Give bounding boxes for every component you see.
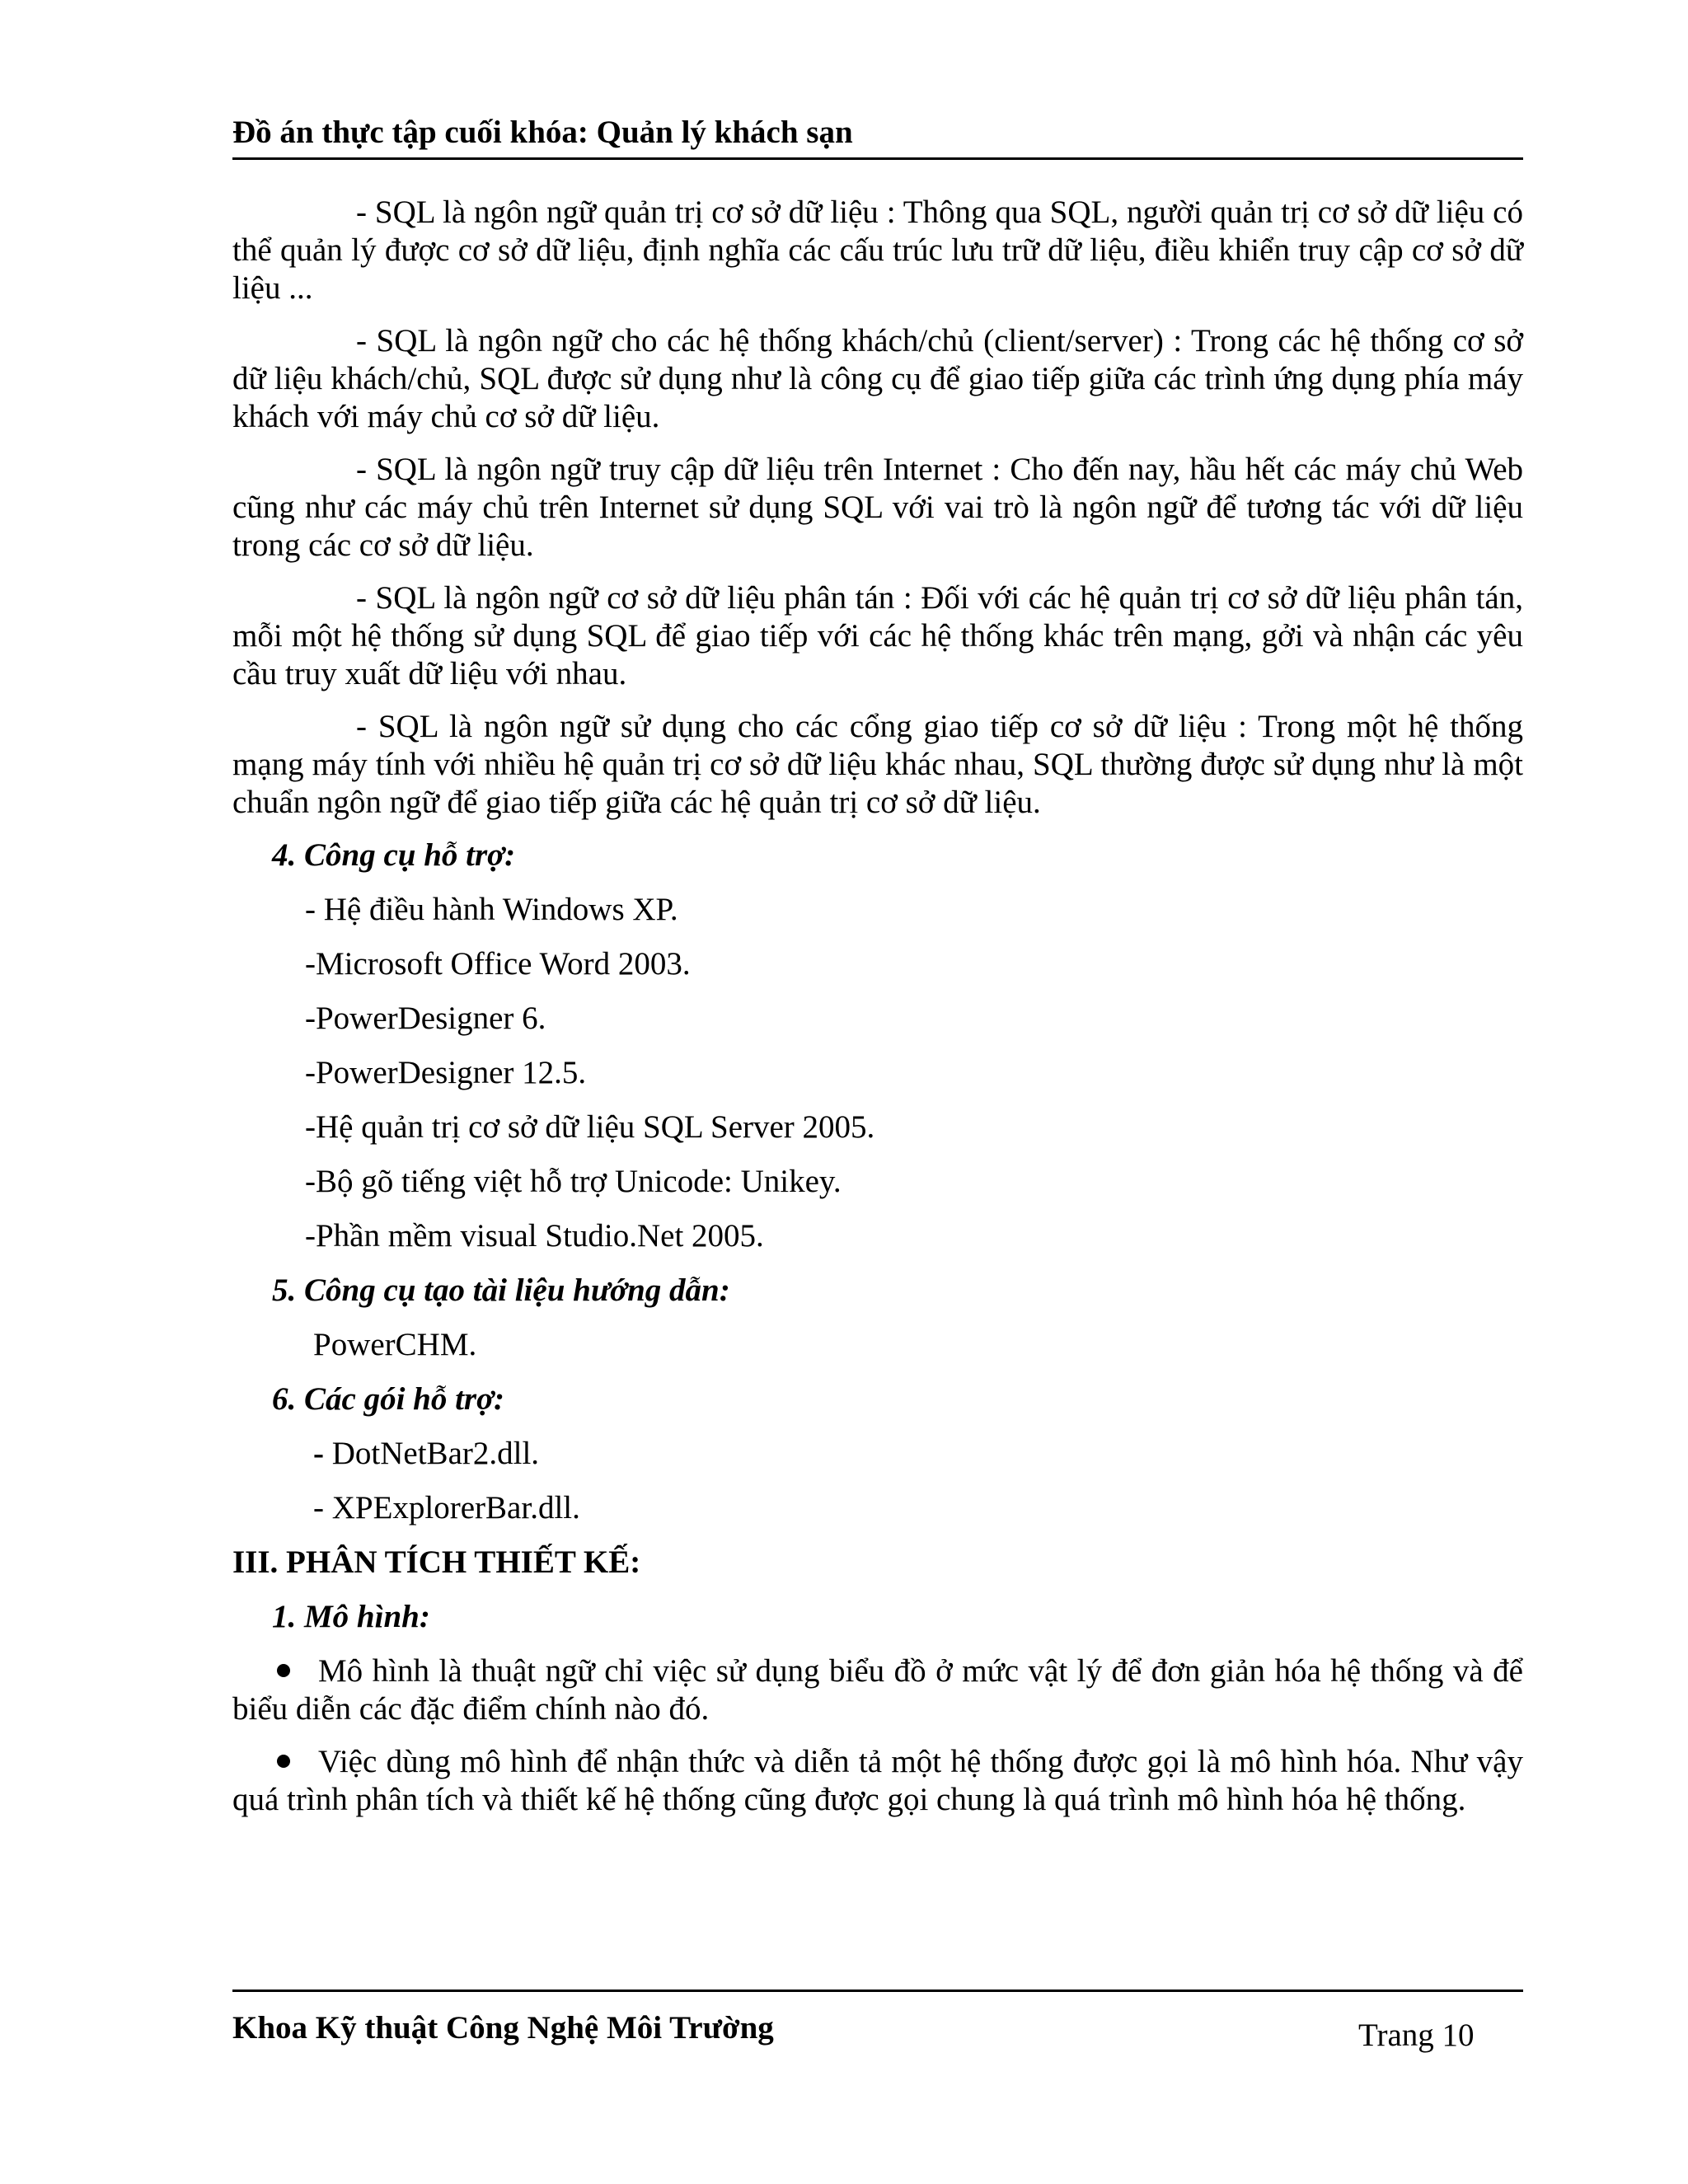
bullet-icon [277,1755,290,1768]
tool-item: -Phần mềm visual Studio.Net 2005. [305,1218,764,1254]
bullet-text: Mô hình là thuật ngữ chỉ việc sử dụng biểu đồ ở mức vật lý để đơn giản hóa hệ thống và để biểu diễn các đặc điểm chính nào đó. [232,1653,1523,1727]
section-5-heading: 5. Công cụ tạo tài liệu hướng dẫn: [272,1272,730,1308]
section-iii-sub1-heading: 1. Mô hình: [272,1599,430,1634]
paragraph-sql-gateway: - SQL là ngôn ngữ sử dụng cho các cổng giao tiếp cơ sở dữ liệu : Trong một hệ thống mạng máy tính với nhiều hệ quản trị cơ sở dữ liệu khác nhau, SQL thường được sử dụng như là một chuẩn ngôn ngữ để giao tiếp giữa các hệ quản trị cơ sở dữ liệu. [232,709,1523,820]
tool-item: -Hệ quản trị cơ sở dữ liệu SQL Server 2005. [305,1109,875,1145]
tool-item: -Bộ gõ tiếng việt hỗ trợ Unicode: Unikey. [305,1164,842,1199]
bullet-paragraph [232,1652,1523,1728]
footer-page-number: Trang 10 [1358,2018,1475,2053]
tool-item: -Microsoft Office Word 2003. [305,946,691,982]
tool-item: - Hệ điều hành Windows XP. [305,892,678,927]
bullet-paragraph [232,1743,1523,1819]
page-header-title: Đồ án thực tập cuối khóa: Quản lý khách sạn [232,115,853,150]
package-item: - XPExplorerBar.dll. [313,1490,580,1526]
section-4-heading: 4. Công cụ hỗ trợ: [272,837,516,873]
footer-department: Khoa Kỹ thuật Công Nghệ Môi Trường [232,2010,774,2046]
section-6-heading: 6. Các gói hỗ trợ: [272,1381,505,1417]
paragraph-sql-internet: - SQL là ngôn ngữ truy cập dữ liệu trên Internet : Cho đến nay, hầu hết các máy chủ Web cũng như các máy chủ trên Internet sử dụng SQL với vai trò là ngôn ngữ để tương tác với dữ liệu trong các cơ sở dữ liệu. [232,452,1523,563]
package-item-text: DotNetBar2.dll. [324,1436,540,1471]
package-item [313,1435,1523,1473]
doc-tool-item: PowerCHM. [313,1327,477,1362]
tool-item: -PowerDesigner 6. [305,1001,546,1036]
bullet-icon [277,1664,290,1677]
header-divider [232,157,1523,160]
package-item-dash: - [313,1436,324,1471]
paragraph-sql-client-server: - SQL là ngôn ngữ cho các hệ thống khách/chủ (client/server) : Trong các hệ thống cơ sở dữ liệu khách/chủ, SQL được sử dụng như là công cụ để giao tiếp giữa các trình ứng dụng phía máy khách với máy chủ cơ sở dữ liệu. [232,323,1523,434]
page-body [232,194,1523,1834]
section-iii-heading: III. PHÂN TÍCH THIẾT KẾ: [232,1544,641,1580]
bullet-text: Việc dùng mô hình để nhận thức và diễn tả một hệ thống được gọi là mô hình hóa. Như vậy quá trình phân tích và thiết kế hệ thống cũng được gọi chung là quá trình mô hình hóa hệ thống. [232,1744,1523,1817]
paragraph-sql-admin: - SQL là ngôn ngữ quản trị cơ sở dữ liệu : Thông qua SQL, người quản trị cơ sở dữ liệu có thể quản lý được cơ sở dữ liệu, định nghĩa các cấu trúc lưu trữ dữ liệu, điều khiển truy cập cơ sở dữ liệu ... [232,194,1523,306]
footer-divider [232,1990,1523,1992]
paragraph-sql-distributed: - SQL là ngôn ngữ cơ sở dữ liệu phân tán : Đối với các hệ quản trị cơ sở dữ liệu phân tán, mỗi một hệ thống sử dụng SQL để giao tiếp với các hệ thống khác trên mạng, gởi và nhận các yêu cầu truy xuất dữ liệu với nhau. [232,580,1523,691]
tool-item: -PowerDesigner 12.5. [305,1055,587,1090]
